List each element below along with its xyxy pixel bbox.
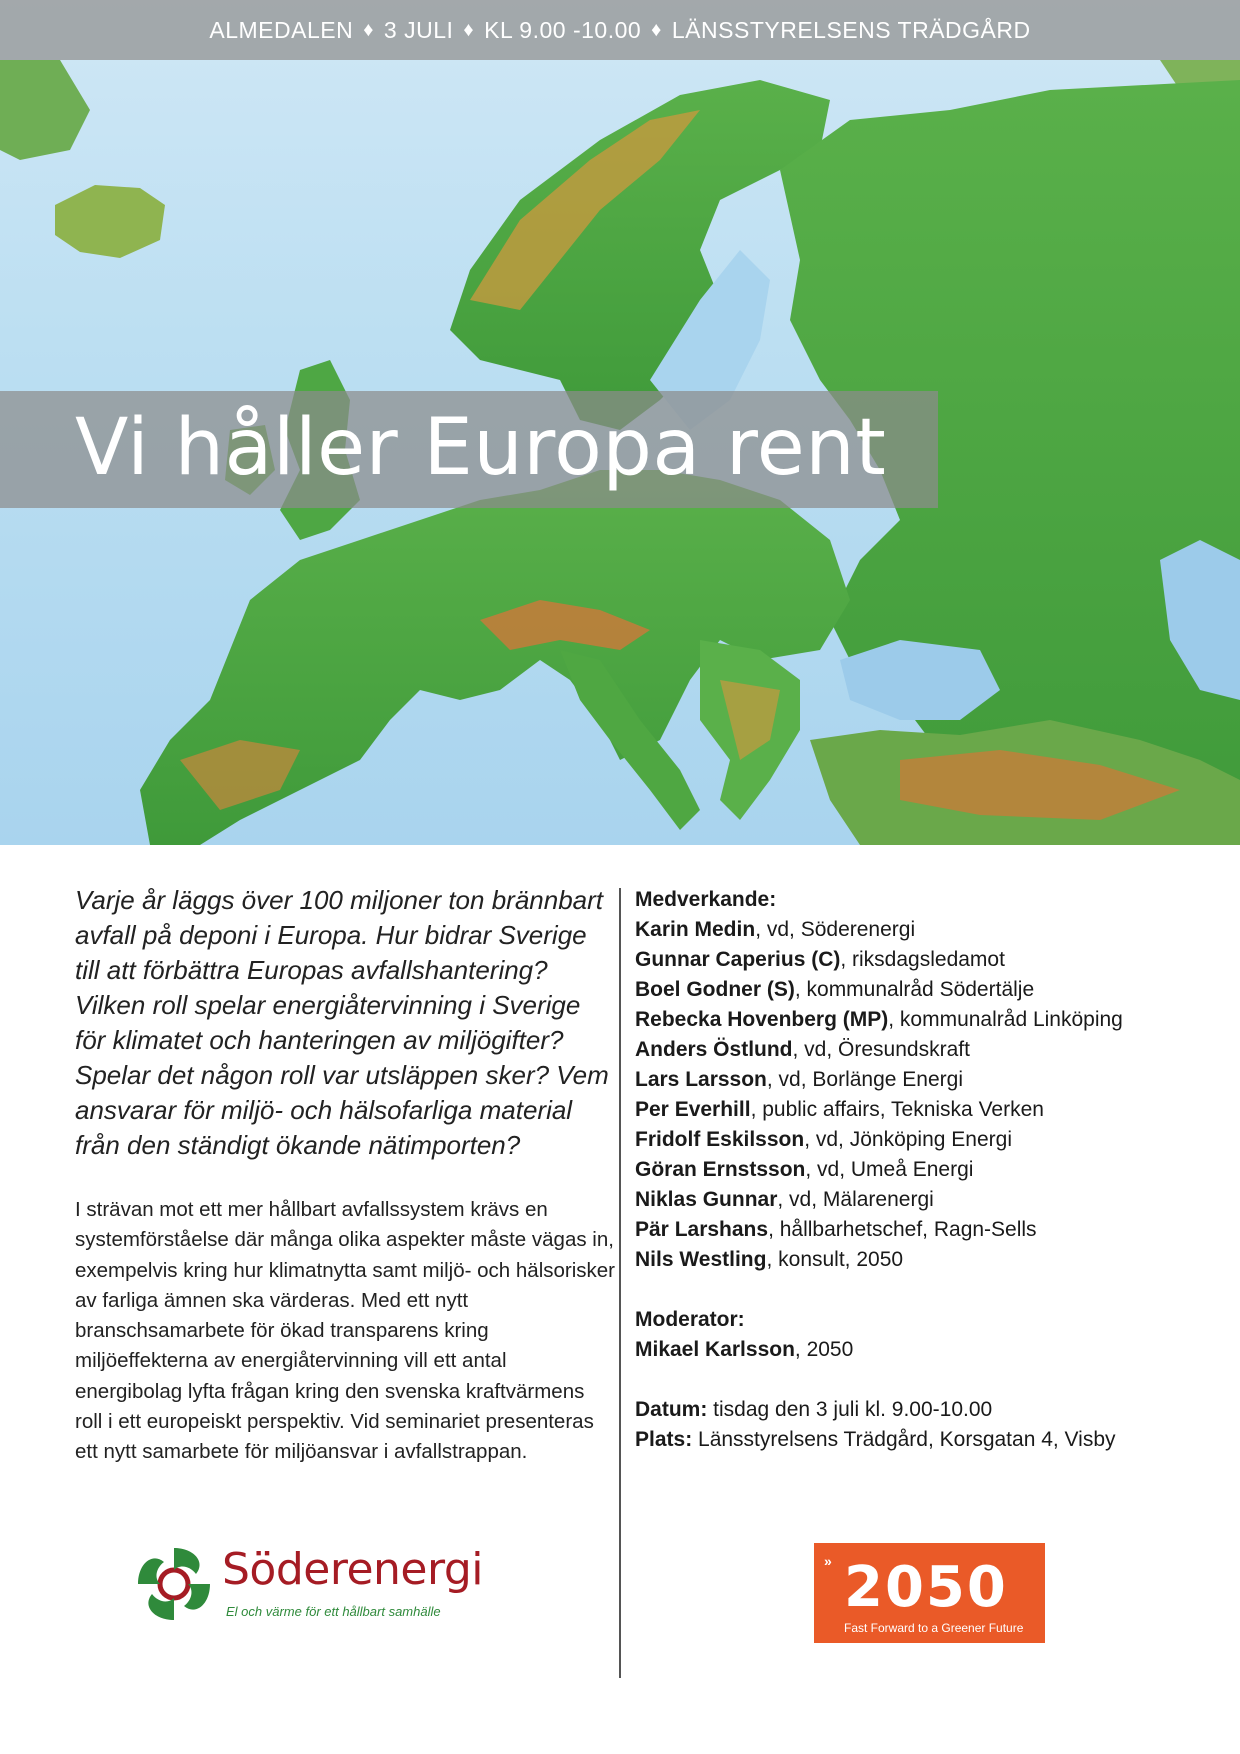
participant-name: Boel Godner (S) [635,978,795,1001]
column-divider [619,888,621,1678]
moderator-name: Mikael Karlsson [635,1338,795,1361]
participant-role: , vd, Mälarenergi [777,1188,934,1211]
participant-row [635,1125,1215,1155]
participant-role: , vd, Söderenergi [755,918,916,941]
place-label: Plats: [635,1428,693,1451]
participant-row [635,975,1215,1005]
participant-list [635,915,1215,1275]
title-band [0,391,938,508]
participant-role: , kommunalråd Södertälje [794,978,1035,1001]
participant-role: , vd, Öresundskraft [792,1038,970,1061]
participant-row [635,945,1215,975]
soderenergi-name: Söderenergi [222,1544,483,1595]
diamond-icon: ♦ [463,18,475,41]
moderator-heading: Moderator: [635,1308,745,1331]
soderenergi-logo [134,1540,494,1630]
participants-column [635,885,1215,1455]
participant-row [635,1155,1215,1185]
event-location: ALMEDALEN [209,16,354,43]
soderenergi-emblem-icon [134,1544,214,1624]
participant-role: , hållbarhetschef, Ragn-Sells [768,1218,1037,1241]
hero-map [0,0,1240,845]
participant-row [635,915,1215,945]
f2050-tagline: Fast Forward to a Greener Future [844,1621,1024,1635]
body-paragraph: I strävan mot ett mer hållbart avfallssystem krävs en systemförståelse där många olika aspekter måste vägas in, exempelvis kring hur klimatnytta samt miljö- och hälsorisker av farliga ämnen ska värderas. Med ett nytt branschsamarbete för ökad transparens kring miljöeffekterna av energiåtervinning vill ett antal energibolag lyfta frågan kring den svenska kraftvärmens roll i ett europeiskt perspektiv. Vid seminariet presenteras ett nytt samarbete för miljöansvar i avfallstrappan. [75,1198,616,1464]
participant-role: , vd, Jönköping Energi [804,1128,1012,1151]
date-row [635,1395,1215,1425]
moderator-row [635,1335,1215,1365]
participant-row [635,1035,1215,1065]
participant-row [635,1095,1215,1125]
fast-forward-icon: » [824,1553,832,1569]
participant-name: Fridolf Eskilsson [635,1128,805,1151]
date-value: tisdag den 3 juli kl. 9.00-10.00 [707,1398,993,1421]
participant-role: , riksdagsledamot [840,948,1005,971]
event-venue: LÄNSSTYRELSENS TRÄDGÅRD [671,16,1031,43]
event-time: KL 9.00 -10.00 [484,16,642,43]
participant-role: , public affairs, Tekniska Verken [750,1098,1044,1121]
participant-row [635,1065,1215,1095]
diamond-icon: ♦ [363,18,374,41]
participant-row [635,1245,1215,1275]
participant-name: Rebecka Hovenberg (MP) [635,1008,889,1031]
diamond-icon: ♦ [651,18,662,41]
place-value: Länsstyrelsens Trädgård, Korsgatan 4, Visby [692,1428,1116,1451]
participant-role: , vd, Umeå Energi [805,1158,974,1181]
participant-name: Pär Larshans [635,1218,769,1241]
participant-name: Karin Medin [635,918,756,941]
participant-name: Lars Larsson [635,1068,767,1091]
participant-name: Gunnar Caperius (C) [635,948,841,971]
place-row [635,1425,1215,1455]
lead-paragraph: Varje år läggs över 100 miljoner ton brännbart avfall på deponi i Europa. Hur bidrar Sverige till att förbättra Europas avfallshantering? Vilken roll spelar energiåtervinning i Sverige för klimatet och hanteringen av miljögifter? Spelar det någon roll var utsläppen sker? Vem ansvarar för miljö- och hälsofarliga material från den ständigt ökande nätimporten? [75,885,609,1160]
participant-role: , kommunalråd Linköping [888,1008,1123,1031]
participant-role: , vd, Borlänge Energi [766,1068,964,1091]
participants-heading: Medverkande: [635,888,777,911]
participant-name: Nils Westling [635,1248,767,1271]
f2050-logo [814,1543,1045,1643]
date-label: Datum: [635,1398,708,1421]
participant-row [635,1215,1215,1245]
participant-row [635,1185,1215,1215]
participant-name: Göran Ernstsson [635,1158,806,1181]
participant-row [635,1005,1215,1035]
participant-role: , konsult, 2050 [766,1248,904,1271]
soderenergi-tagline: El och värme för ett hållbart samhälle [226,1604,441,1619]
event-date: 3 JULI [383,16,454,43]
participant-name: Per Everhill [635,1098,751,1121]
event-info-bar [0,0,1240,60]
intro-column [75,883,615,1468]
participant-name: Niklas Gunnar [635,1188,778,1211]
page-title: Vi håller Europa rent [75,403,887,493]
f2050-name: 2050 [844,1555,1008,1620]
participant-name: Anders Östlund [635,1038,793,1061]
moderator-role: , 2050 [794,1338,854,1361]
